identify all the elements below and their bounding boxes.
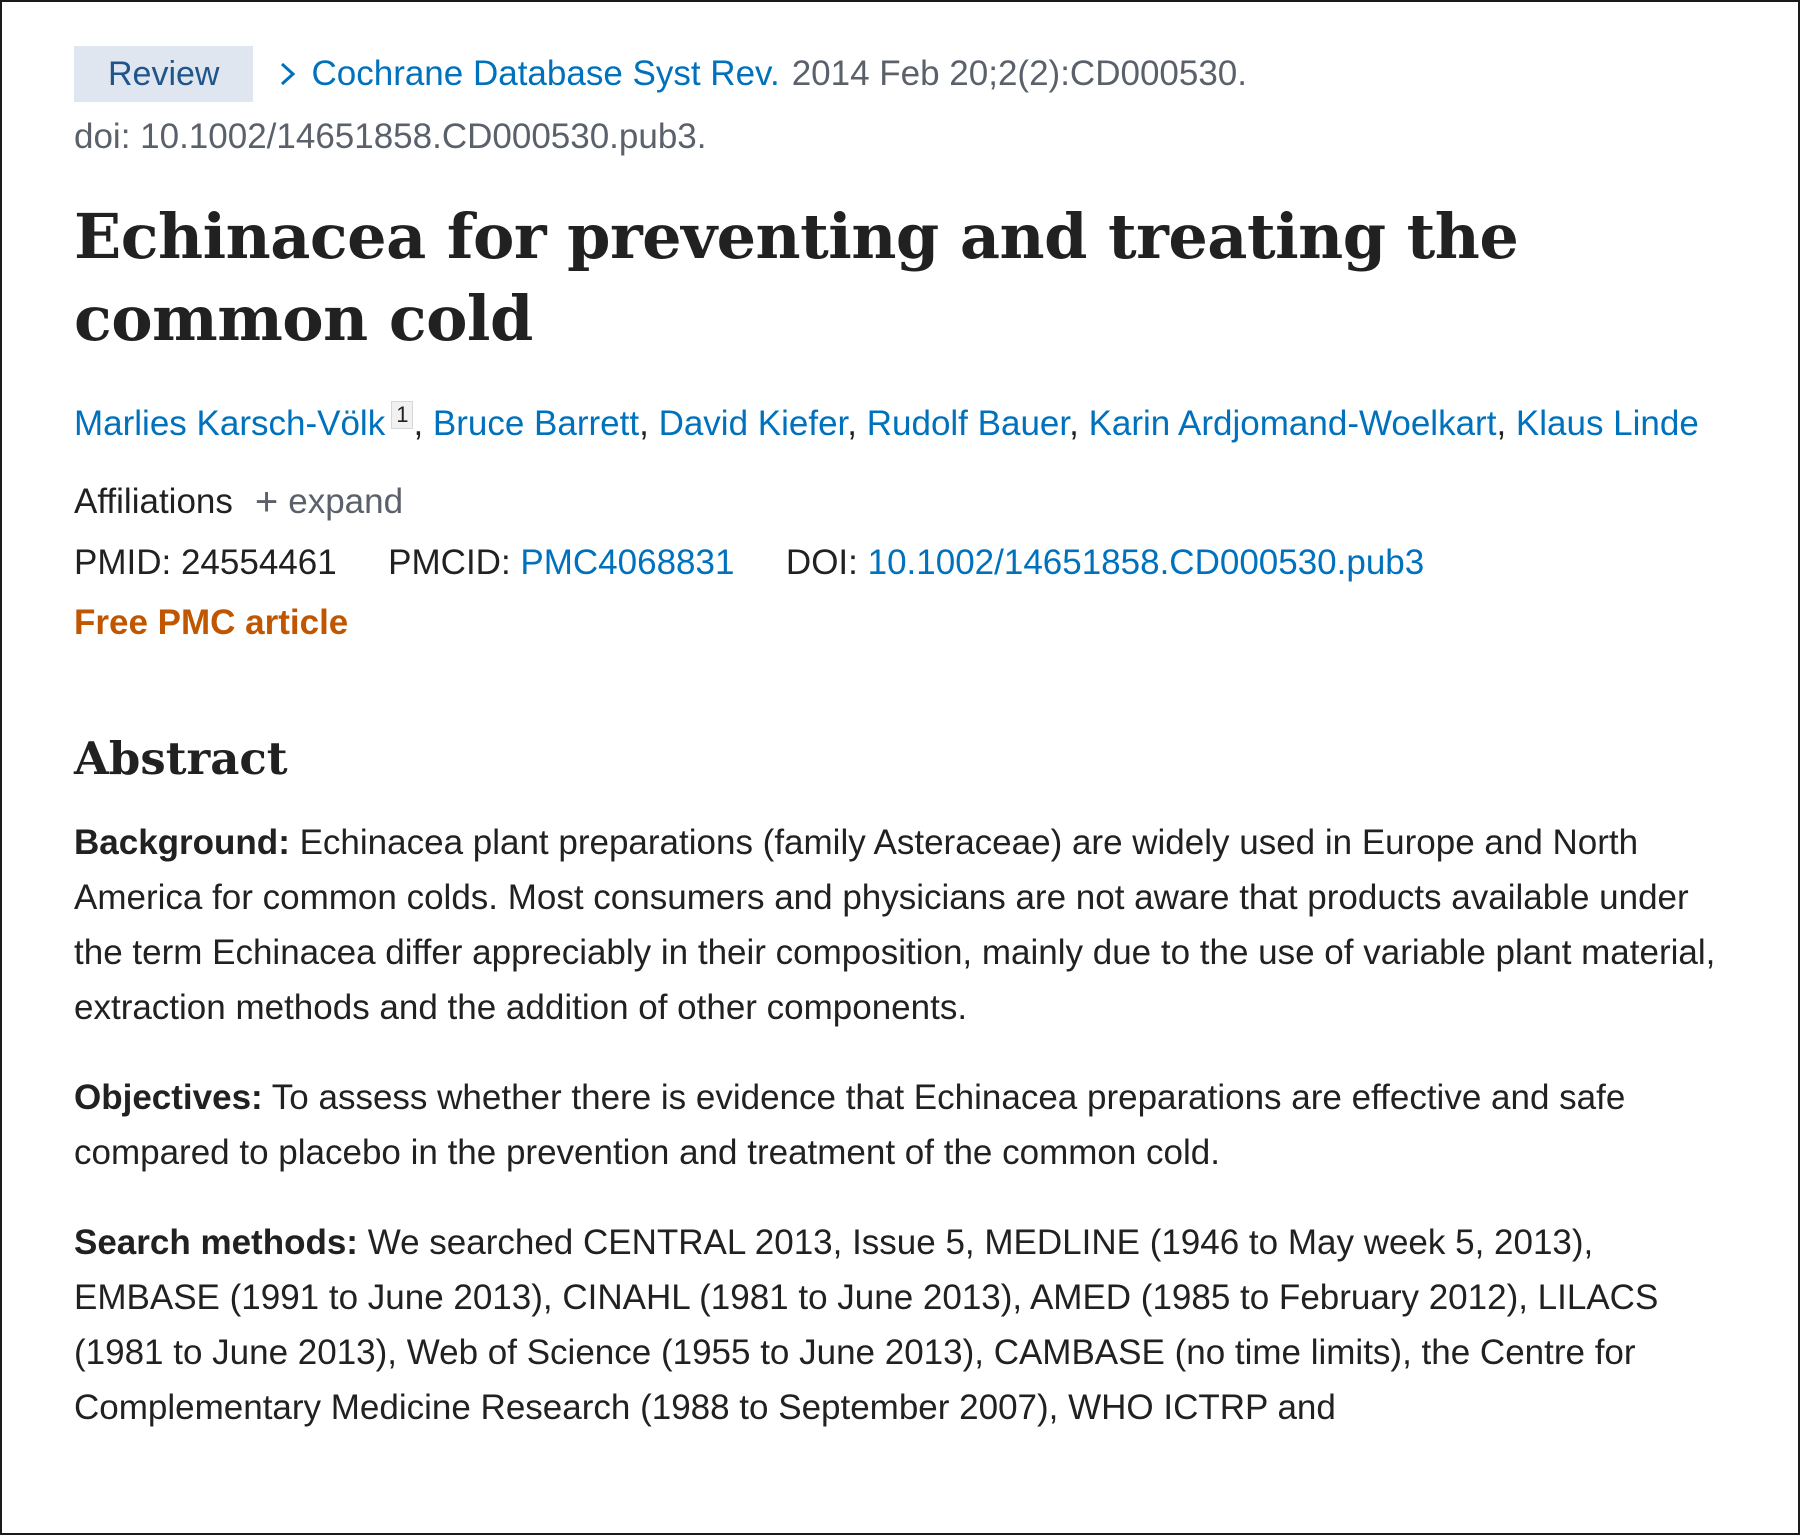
author-link[interactable]: Rudolf Bauer [866, 404, 1070, 443]
pmcid-link[interactable]: PMC4068831 [520, 543, 735, 582]
abstract-heading: Abstract [74, 732, 288, 785]
affiliation-number[interactable]: 1 [391, 401, 413, 429]
section-text: Echinacea plant preparations (family Asteraceae) are widely used in Europe and North America for common colds. Most consumers and physicians are not aware that products available under the term Echinacea differ appreciably in their composition, mainly due to the use of variable plant material, extraction methods and the addition of other components. [74, 823, 1716, 1027]
author-link[interactable]: Marlies Karsch-Völk [74, 404, 386, 443]
author-separator: , [1069, 404, 1089, 443]
section-text: We searched CENTRAL 2013, Issue 5, MEDLINE (1946 to May week 5, 2013), EMBASE (1991 to June 2013), CINAHL (1981 to June 2013), AMED (1985 to February 2012), LILACS (1981 to June 2013), Web of Science (1955 to June 2013), CAMBASE (no time limits), the Centre for Complementary Medicine Research (1988 to September 2007), WHO ICTRP and [74, 1223, 1659, 1427]
authors-list [74, 396, 1744, 451]
article-content [74, 46, 1744, 1470]
affiliations-label: Affiliations [74, 482, 233, 521]
author-link[interactable]: Klaus Linde [1515, 404, 1699, 443]
section-label: Search methods: [74, 1223, 358, 1262]
author-separator: , [413, 404, 433, 443]
pmcid-label: PMCID: [388, 543, 511, 582]
section-label: Objectives: [74, 1078, 263, 1117]
expand-label: expand [288, 482, 404, 521]
abstract-background [74, 815, 1744, 1035]
pmid-label: PMID: [74, 543, 172, 582]
plus-icon: + [254, 480, 279, 524]
citation-line [74, 46, 1744, 102]
doi-link[interactable]: 10.1002/14651858.CD000530.pub3 [867, 543, 1425, 582]
section-text: To assess whether there is evidence that Echinacea preparations are effective and safe compared to placebo in the prevention and treatment of the common cold. [74, 1078, 1626, 1172]
free-pmc-article-badge: Free PMC article [74, 603, 349, 642]
affiliations-toggle[interactable] [74, 475, 1744, 529]
journal-link[interactable]: Cochrane Database Syst Rev. [311, 54, 780, 93]
section-label: Background: [74, 823, 290, 862]
article-title: Echinacea for preventing and treating the common cold [74, 200, 1519, 355]
chevron-right-icon [279, 61, 297, 87]
author-separator: , [639, 404, 659, 443]
citation-doi: doi: 10.1002/14651858.CD000530.pub3. [74, 117, 707, 156]
doi-label: DOI: [785, 543, 858, 582]
author-separator: , [1496, 404, 1516, 443]
identifiers-line [74, 533, 1744, 593]
abstract-search-methods [74, 1215, 1744, 1435]
author-link[interactable]: Bruce Barrett [432, 404, 640, 443]
review-badge: Review [74, 46, 253, 102]
citation-date-issue: 2014 Feb 20;2(2):CD000530. [791, 54, 1247, 93]
author-link[interactable]: Karin Ardjomand-Woelkart [1088, 404, 1497, 443]
abstract-objectives [74, 1070, 1744, 1180]
author-link[interactable]: David Kiefer [658, 404, 848, 443]
pmid-value: 24554461 [180, 543, 337, 582]
author-separator: , [847, 404, 867, 443]
